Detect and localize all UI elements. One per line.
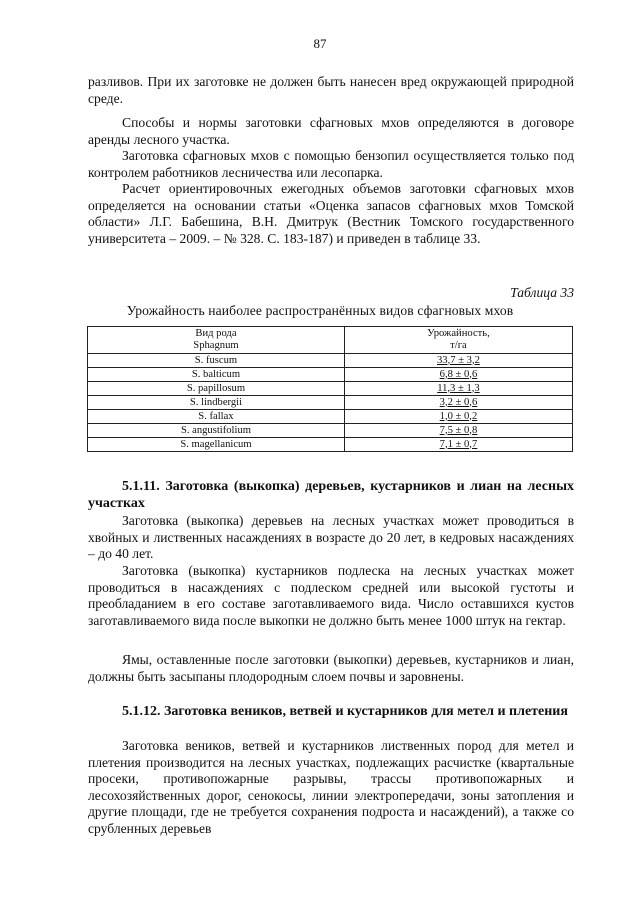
- section-heading-5-1-12: 5.1.12. Заготовка веников, ветвей и кустарников для метел и плетения: [122, 704, 568, 719]
- paragraph-calculation: Расчет ориентировочных ежегодных объемов заготовки сфагновых мхов определяется на основании статьи «Оценка запасов сфагновых мхов Томской области» Л.Г. Бабешина, В.Н. Дмитрук (Вестник Томского государственного университета – 2009. – № 328. С. 183-187) и приведен в таблице 33.: [88, 181, 574, 246]
- yield-cell: 6,8 ± 0,6: [344, 368, 572, 382]
- paragraph-continuation: разливов. При их заготовке не должен быть нанесен вред окружающей природной среде.: [88, 74, 574, 106]
- yield-cell: 7,1 ± 0,7: [344, 438, 572, 452]
- species-cell: S. magellanicum: [88, 438, 345, 452]
- yield-table: [87, 326, 573, 452]
- yield-cell: 11,3 ± 1,3: [344, 382, 572, 396]
- paragraph-brooms: Заготовка веников, ветвей и кустарников лиственных пород для метел и плетения производится на лесных участках, подлежащих расчистке (квартальные просеки, противопожарные разрывы, трассы противопожарных и лесохозяйственных дорог, сенокосы, линии электропередачи, зоны затопления и другие площади, где не требуется сохранения подроста и насаждений), а также со срубленных деревьев: [88, 738, 574, 836]
- table-row: [88, 410, 573, 424]
- yield-cell: 3,2 ± 0,6: [344, 396, 572, 410]
- table-label: Таблица 33: [510, 285, 574, 300]
- paragraph-pits: Ямы, оставленные после заготовки (выкопки) деревьев, кустарников и лиан, должны быть засыпаны плодородным слоем почвы и заровнены.: [88, 652, 574, 684]
- species-cell: S. papillosum: [88, 382, 345, 396]
- table-row: [88, 382, 573, 396]
- section-heading-5-1-11: 5.1.11. Заготовка (выкопка) деревьев, кустарников и лиан на лесных участках: [88, 479, 574, 511]
- table-row: [88, 424, 573, 438]
- species-cell: S. fallax: [88, 410, 345, 424]
- yield-cell: 33,7 ± 3,2: [344, 354, 572, 368]
- table-row: [88, 368, 573, 382]
- paragraph-methods: Способы и нормы заготовки сфагновых мхов определяются в договоре аренды лесного участка.: [88, 115, 574, 147]
- paragraph-chainsaw: Заготовка сфагновых мхов с помощью бензопил осуществляется только под контролем работников лесничества или лесопарка.: [88, 148, 574, 180]
- paragraph-shrubs: Заготовка (выкопка) кустарников подлеска на лесных участках может проводиться в насаждениях с подлеском средней или высокой густоты и преобладанием в его составе заготавливаемого вида. Число оставшихся кустов заготавливаемого вида после выкопки не должно быть менее 1000 штук на гектар.: [88, 563, 574, 628]
- paragraph-trees: Заготовка (выкопка) деревьев на лесных участках может проводиться в хвойных и лиственных насаждениях в возрасте до 20 лет, в кедровых насаждениях – до 40 лет.: [88, 513, 574, 561]
- species-cell: S. balticum: [88, 368, 345, 382]
- table-header-row: [88, 327, 573, 354]
- species-cell: S. angustifolium: [88, 424, 345, 438]
- yield-cell: 1,0 ± 0,2: [344, 410, 572, 424]
- species-cell: S. lindbergii: [88, 396, 345, 410]
- header-yield-line1: Урожайность,: [427, 328, 490, 339]
- table-row: [88, 438, 573, 452]
- table-row: [88, 354, 573, 368]
- header-species: [88, 327, 345, 354]
- header-species-line1: Вид рода: [195, 328, 237, 339]
- yield-cell: 7,5 ± 0,8: [344, 424, 572, 438]
- table-title: Урожайность наиболее распространённых видов сфагновых мхов: [126, 303, 514, 318]
- table-row: [88, 396, 573, 410]
- header-species-line2: Sphagnum: [193, 340, 239, 351]
- header-yield-line2: т/га: [450, 340, 467, 351]
- header-yield: [344, 327, 572, 354]
- page-number: 87: [313, 36, 327, 51]
- species-cell: S. fuscum: [88, 354, 345, 368]
